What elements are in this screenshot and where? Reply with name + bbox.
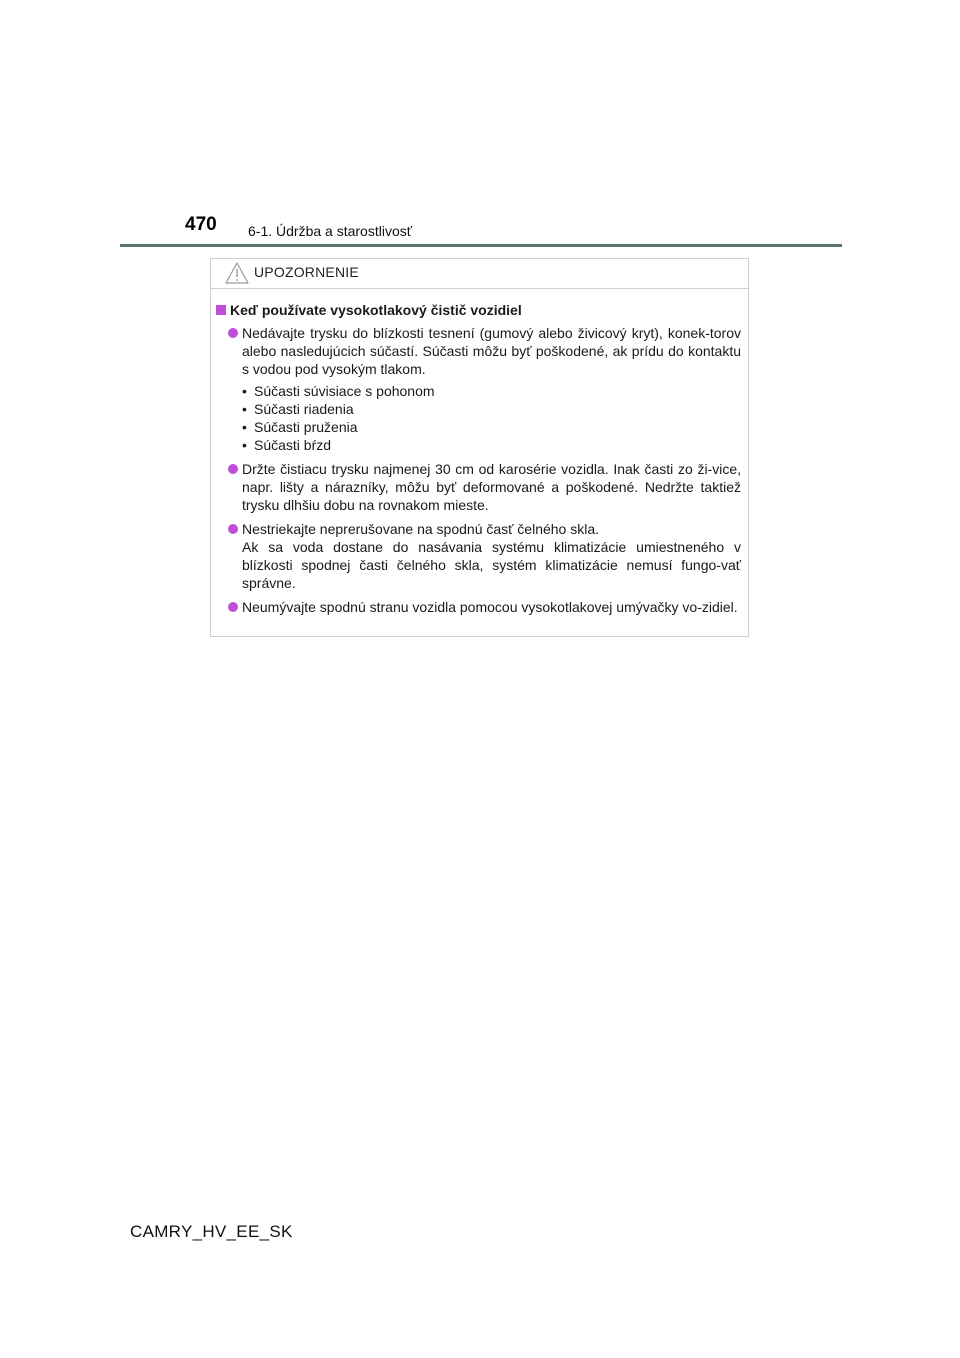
page-number: 470 [185,214,217,235]
bullet-dot-icon [228,524,238,534]
footer-model-code: CAMRY_HV_EE_SK [130,1222,293,1241]
square-marker-icon [216,305,226,315]
subheading-text: Keď používate vysokotlakový čistič vozidiel [230,302,522,318]
component-list-item: • Súčasti pruženia [242,418,741,436]
warning-box [210,258,749,637]
list-item-text: Neumývajte spodnú stranu vozidla pomocou vysokotlakovej umývačky vo-zidiel. [242,599,738,615]
bullet-dot-icon [228,602,238,612]
warning-subheading [216,301,741,319]
section-title: 6-1. Údržba a starostlivosť [248,223,412,239]
warning-header [211,259,748,289]
list-item [216,598,741,616]
list-item-text: Držte čistiacu trysku najmenej 30 cm od karosérie vozidla. Inak časti zo ži-vice, napr. lišty a nárazníky, môžu byť deformované a poškodené. Nedržte taktiež trysku dlhšiu dobu na rovnakom mieste. [242,461,741,513]
list-item [216,520,741,592]
bullet-dot-icon [228,328,238,338]
warning-label: UPOZORNENIE [254,264,359,280]
component-list-item: • Súčasti súvisiace s pohonom [242,382,741,400]
component-list-item: • Súčasti bŕzd [242,436,741,454]
bullet-dot-icon [228,464,238,474]
component-list [242,382,741,454]
warning-body [211,289,748,616]
list-item [216,324,741,454]
list-item-text: Nestriekajte neprerušovane na spodnú časť čelného skla. [242,521,600,537]
list-item-text: Ak sa voda dostane do nasávania systému klimatizácie umiestneného v blízkosti spodnej časti čelného skla, systém klimatizácie nemusí fungo-vať správne. [242,539,741,591]
header-divider [120,244,842,247]
warning-triangle-icon [225,262,249,284]
component-list-item: • Súčasti riadenia [242,400,741,418]
list-item [216,460,741,514]
list-item-text: Nedávajte trysku do blízkosti tesnení (gumový alebo živicový kryt), konek-torov alebo nasledujúcich súčastí. Súčasti môžu byť poškodené, ak prídu do kontaktu s vodou pod vysokým tlakom. [242,325,741,377]
